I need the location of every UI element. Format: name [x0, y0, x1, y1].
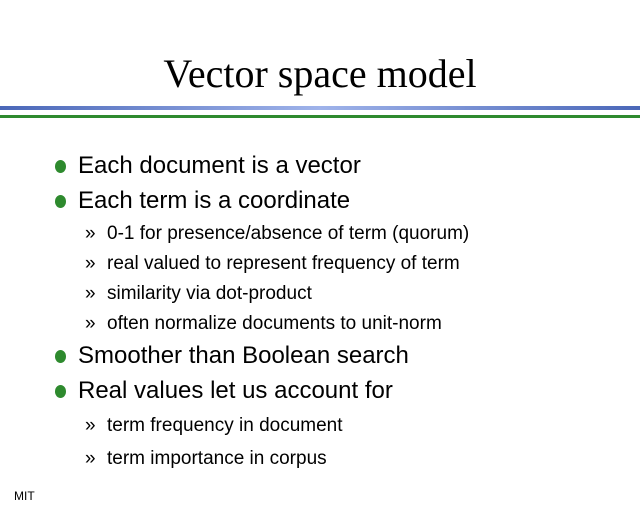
bullet-dot-icon: [55, 350, 66, 363]
sub-bullet-item: [85, 312, 442, 336]
double-chevron-icon: »: [85, 253, 96, 274]
sub-bullet-item: [85, 282, 312, 306]
bullet-dot-icon: [55, 195, 66, 208]
sub-bullet-text: real valued to represent frequency of term: [107, 253, 460, 274]
bullet-text: Smoother than Boolean search: [78, 342, 409, 369]
double-chevron-icon: »: [85, 313, 96, 334]
bullet-item: [78, 341, 409, 371]
sub-bullet-item: [85, 414, 343, 438]
bullet-text: Each term is a coordinate: [78, 187, 351, 214]
sub-bullet-item: [85, 447, 327, 471]
bullet-dot-icon: [55, 160, 66, 173]
sub-bullet-item: [85, 222, 470, 246]
slide-title: Vector space model: [163, 51, 477, 96]
sub-bullet-item: [85, 252, 460, 276]
double-chevron-icon: »: [85, 415, 96, 436]
sub-bullet-text: term importance in corpus: [107, 448, 327, 469]
bullet-item: [78, 186, 350, 216]
bullet-text: Each document is a vector: [78, 152, 361, 179]
sub-bullet-text: term frequency in document: [107, 415, 343, 436]
footer-label: MIT: [14, 489, 35, 503]
bullet-item: [78, 376, 393, 406]
sub-bullet-text: similarity via dot-product: [107, 283, 312, 304]
title-rule-green: [0, 115, 640, 118]
title-rule-blue: [0, 106, 640, 110]
bullet-dot-icon: [55, 385, 66, 398]
bullet-item: [78, 151, 361, 181]
sub-bullet-text: often normalize documents to unit-norm: [107, 313, 442, 334]
bullet-text: Real values let us account for: [78, 377, 393, 404]
double-chevron-icon: »: [85, 283, 96, 304]
double-chevron-icon: »: [85, 448, 96, 469]
sub-bullet-text: 0-1 for presence/absence of term (quorum): [107, 223, 470, 244]
double-chevron-icon: »: [85, 223, 96, 244]
